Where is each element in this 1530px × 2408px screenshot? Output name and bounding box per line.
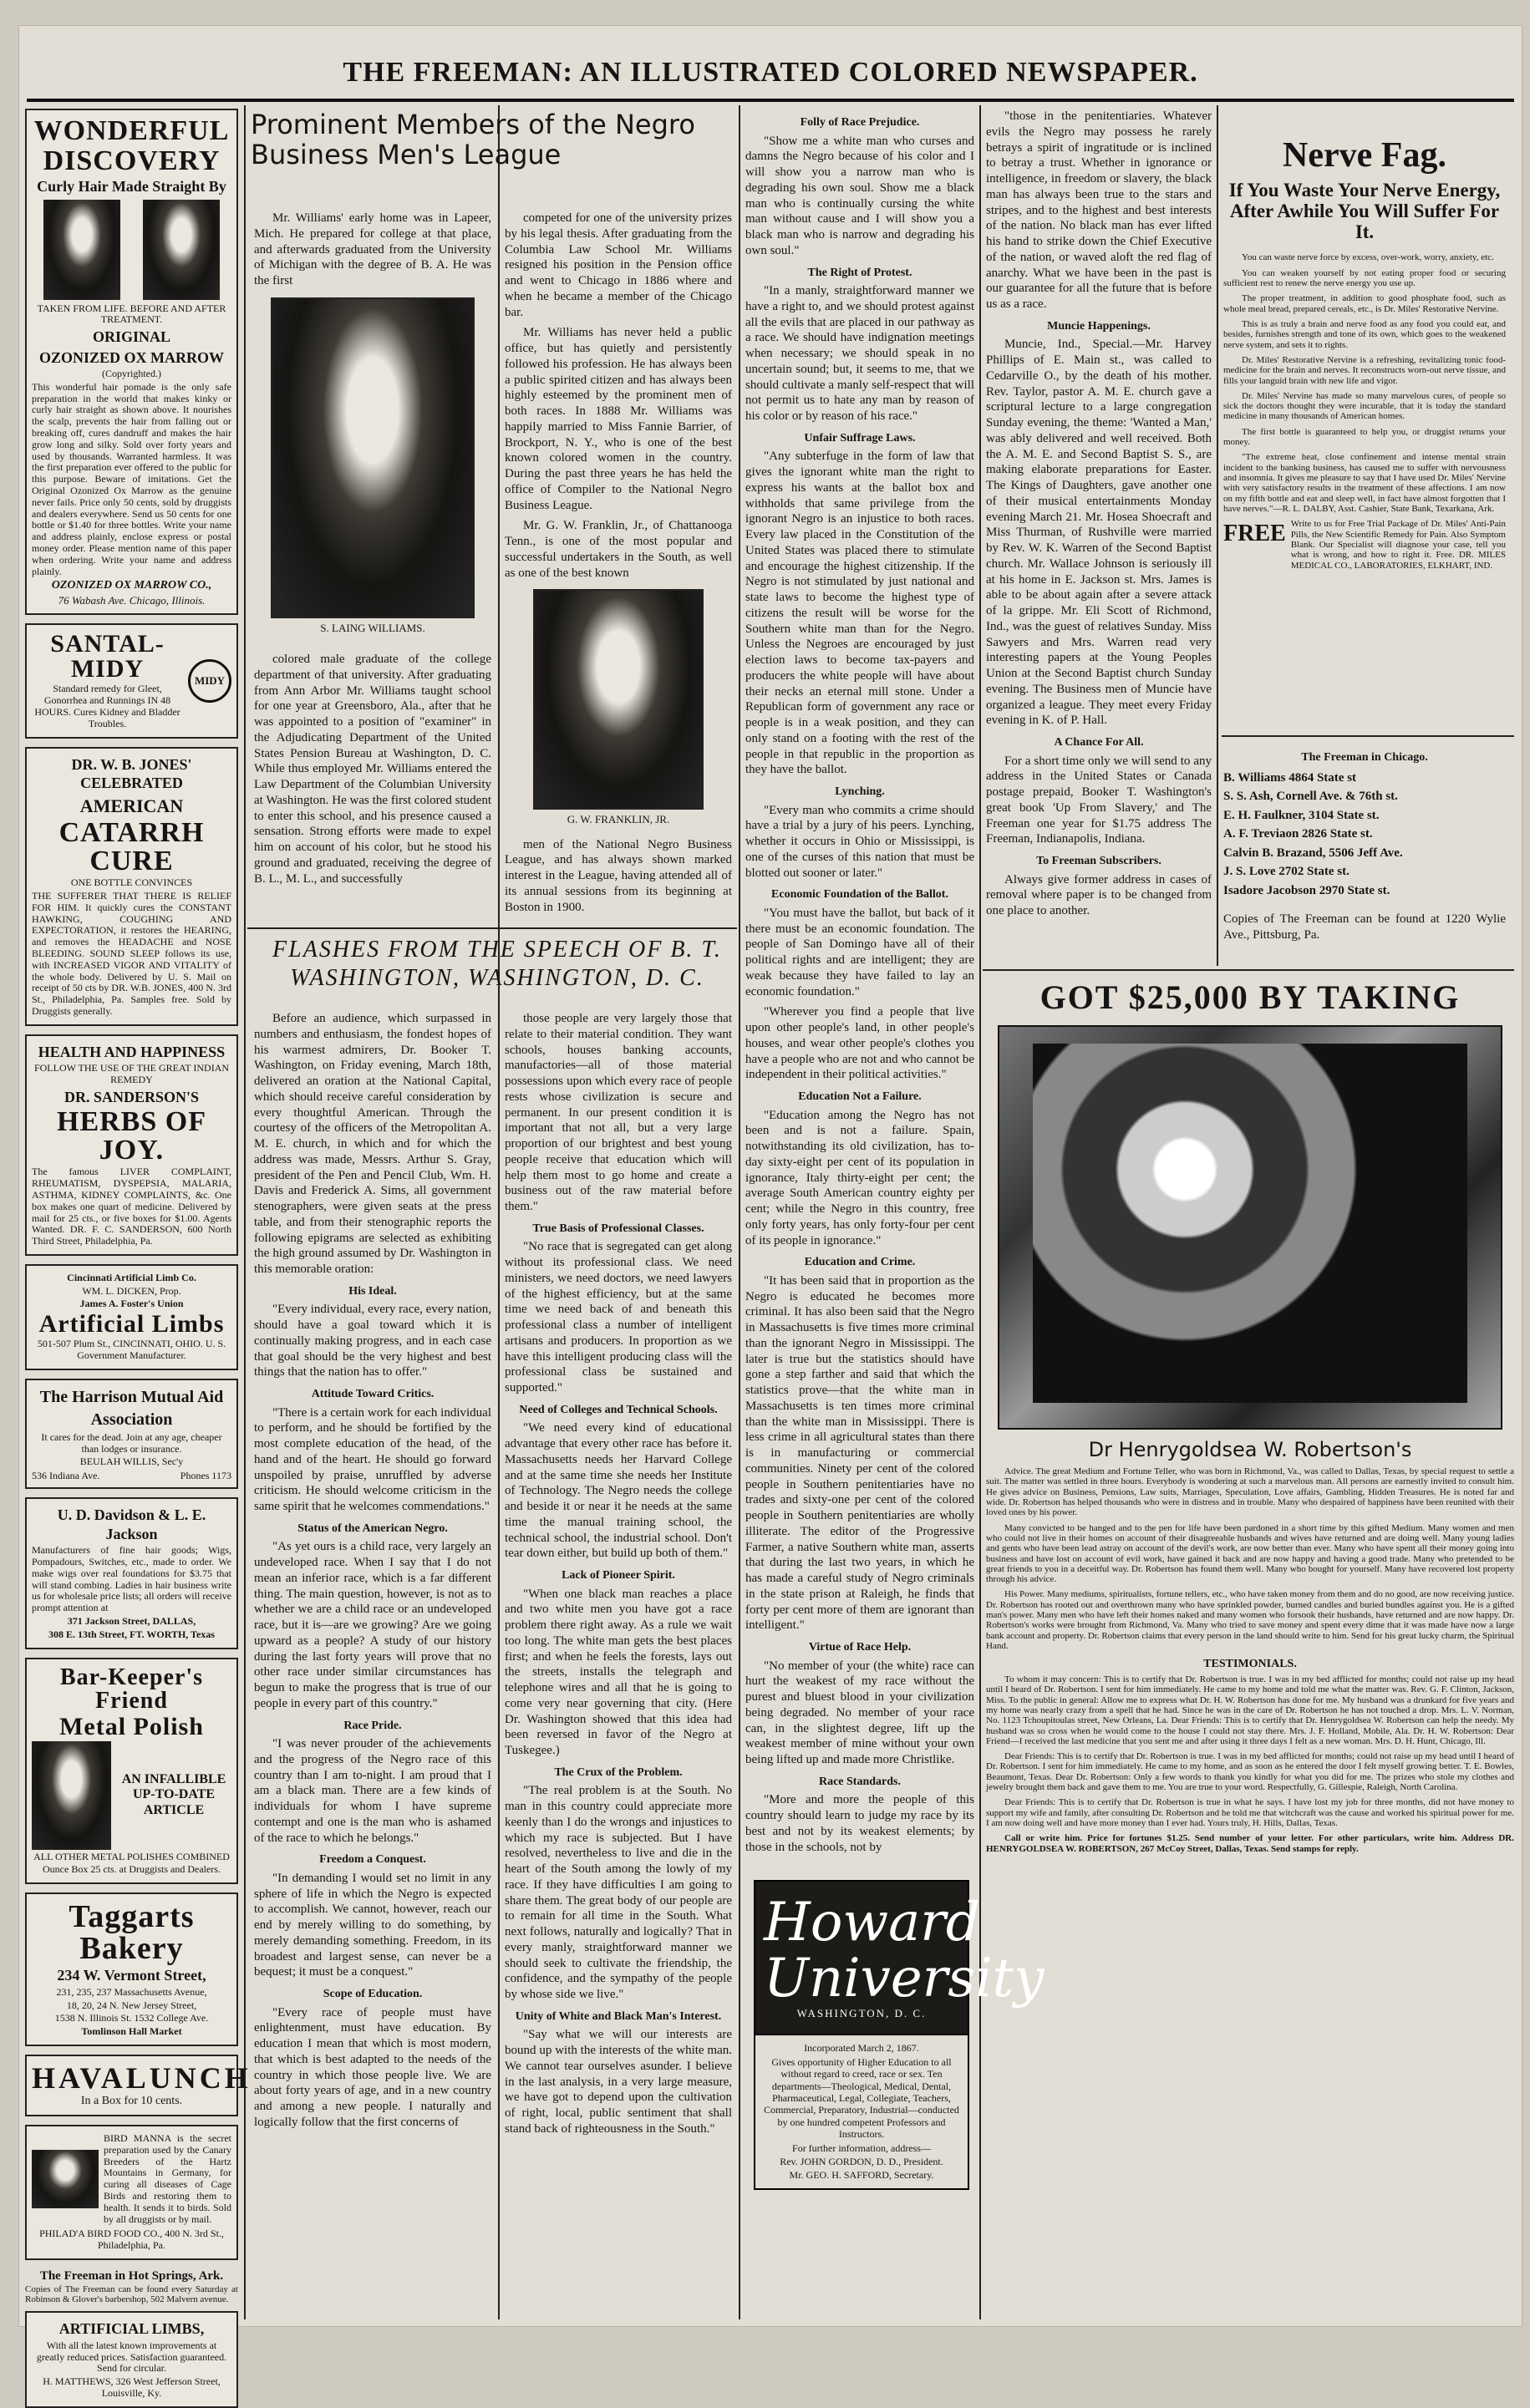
article-paragraph: "Wherever you find a people that live upon other people's land, in other people's houses, and wear other people's clothes you have a people who are not and who cannot be independent in their political activities."	[745, 1005, 974, 1082]
ad-title: DR. W. B. JONES' CELEBRATED	[71, 755, 192, 792]
notice-body: Copies of The Freeman can be found every Saturday at Robinson & Glover's barbershop, 502 Malvern avenue.	[25, 2284, 238, 2305]
ad-title: CATARRH CURE	[58, 817, 205, 877]
article-paragraph: men of the National Negro Business League, and has always shown marked interest in the League, having attended all of its annual sessions from its beginning at Boston in 1900.	[505, 837, 732, 914]
article-paragraph: "No race that is segregated can get along without its professional class. We need ministers, we need doctors, we need lawyers of the highest efficiency, but at the same time we need back of and beneath this professional class a number of intelligent artisans and producers. In proportion as we have this intelligent producing class will the professional class be sustained and supported."	[505, 1240, 732, 1395]
ad-address: 308 E. 13th Street, FT. WORTH, Texas	[48, 1628, 215, 1640]
ad-address: 371 Jackson Street, DALLAS,	[67, 1615, 196, 1628]
ad-subtitle: WM. L. DICKEN, Prop.	[82, 1284, 181, 1297]
speech-continued-column	[745, 109, 974, 1854]
article-paragraph: "Show me a white man who curses and damns the Negro because of his color and I will show you a narrow man who is degrading his own soul. Show me a black man who is continually cursing the white man without cause and I will show you a black man who is narrow and degrading his own soul."	[745, 134, 974, 257]
ad-body: With all the latest known improvements at greatly reduced prices. Satisfaction guaranteed. Send for circular.	[36, 2339, 227, 2375]
free-badge: FREE	[1223, 521, 1286, 547]
masthead: THE FREEMAN: AN ILLUSTRATED COLORED NEWSPAPER.	[343, 57, 1198, 88]
article-paragraph: Always give former address in cases of removal where paper is to be changed from one place to another.	[986, 872, 1212, 917]
column-rule	[1217, 105, 1218, 966]
section-heading: Unfair Suffrage Laws.	[804, 431, 916, 445]
harrison-mutual-ad	[25, 1379, 238, 1489]
freeman-chicago-list	[1223, 744, 1506, 953]
ad-paragraph: Write to us for Free Trial Package of Dr. Miles' Anti-Pain Pills, the New Scientific Remedy for Pain. Also Symptom Blank. Our Specialist will diagnose your case, tell you what is wrong, and how to right it. Free. DR. MILES MEDICAL CO., LABORATORIES, ELKHART, IND.	[1290, 519, 1506, 571]
ad-title: HEALTH AND HAPPINESS	[38, 1043, 226, 1060]
article-paragraph: "those in the penitentiaries. Whatever evils the Negro may possess he rarely betrays a spirit of ingratitude or is inclined to betray a trust. Whether in ignorance or intelligence, in freedom or slavery, the black man has always been true to the stars and stripes, and to the highest and best interests of the nation. No black man has ever lifted his hand to strike down the Chief Executive of the nation, or waved aloft the red flag of anarchy. What we have been in the past is our guarantee for all the future that is before us as a race.	[986, 109, 1212, 311]
ad-title: DR. SANDERSON'S	[64, 1088, 200, 1105]
agent-list	[1223, 769, 1506, 901]
notice-title: The Freeman in Hot Springs, Ark.	[39, 2268, 224, 2283]
article-paragraph: "We need every kind of educational advantage that every other race has before it. Massachusetts needs her Harvard College and at the same time she needs her Institute of Technology. The Negro needs the college and beside it or near it he needs at the same time the manual training school, the technical school, the industrial school. Don't tear down either, but build up both of them."	[505, 1421, 732, 1561]
section-heading: Lynching.	[835, 785, 885, 798]
agent-item: A. F. Treviaon 2826 State st.	[1223, 827, 1373, 841]
portrait-franklin	[533, 589, 704, 810]
ad-title: U. D. Davidson & L. E. Jackson	[57, 1506, 206, 1542]
article-paragraph: Mr. Williams has never held a public office, but has quietly and persistently followed his profession. He has always been a public spirited citizen and has always been highly esteemed by the prominent men of both races. In 1888 Mr. Williams was happily married to Miss Fannie Barrier, of Brockport, N. Y., who is one of the best known colored women in the country. During the past three years he has held the office of Compiler to the National Negro Business League.	[505, 326, 732, 512]
ad-testimonial: "The extreme heat, close confinement and intense mental strain incident to the banking business, has caused me to suffer with nervousness and insomnia. It gives me pleasure to say that I have used Dr. Miles' Nervine with very satisfactory results in the treatment of these affections. I am now on my fifth bottle and eat and sleep well, in fact have almost forgotten that I have nerves."—R. L. DALBY, Asst. Cashier, State Bank, Texarkana, Ark.	[1223, 452, 1507, 514]
agent-item: E. H. Faulkner, 3104 State st.	[1223, 808, 1380, 822]
ad-secretary: BEULAH WILLIS, Sec'y	[79, 1455, 184, 1468]
ad-address: Tomlinson Hall Market	[81, 2025, 182, 2038]
portrait-caption: S. LAING WILLIAMS.	[320, 621, 425, 634]
howard-body: Gives opportunity of Higher Education to all without regard to creed, race or sex. Ten departments—Theological, Medical, Dental, Pharmaceutical, Legal, Collegiate, Teachers, Commercial, Preparatory, Industrial—conducted by one hundred competent Professors and Instructors.	[764, 2055, 959, 2141]
section-heading: Lack of Pioneer Spirit.	[562, 1569, 675, 1582]
ad-body: It cares for the dead. Join at any age, cheaper than lodges or insurance.	[41, 1430, 222, 1455]
article-paragraph: "It has been said that in proportion as the Negro is educated he becomes more criminal. It has also been said that the Negro in Massachusetts is five times more criminal than the ignorant Negro in Mississippi. The later is true but the statistics should have gone a step farther and said that which the statistics prove—that the white man in Massachusetts is ten times more criminal than the white man in Mississippi. There is less crime in all agricultural states than there is in manufacturing or commercial communities. Ninety per cent of the colored people in Southern penitentiaries have no trades and sixty-one per cent of the colored people in Southern penitentiaries are wholly illiterate. The editor of the Progressive Farmer, a native Southern white man, asserts that during the last two years, in which he has made a careful study of Negro criminals in the state prison at Raleigh, he finds that forty per cent more of them are ignorant than intelligent."	[745, 1273, 974, 1633]
masthead-rule	[27, 99, 1514, 102]
ad-paragraph: Dear Friends: This is to certify that Dr. Robertson is true in what he says. I have lost my job for three months, did not have money to support my wife and family, after consulting Dr. Robertson and he told me that witchcraft was the cause and worked his spiritual power for me. I am now doing well and have more money than I ever had. Yours truly, H. Hills, Dallas, Texas.	[986, 1797, 1514, 1829]
ad-address: Call or write him. Price for fortunes $1.25. Send number of your letter. For other particulars, write him. Address DR. HENRYGOLDSEA W. ROBERTSON, 267 McCoy Street, Dallas, Texas. Send stamps for reply.	[986, 1833, 1514, 1854]
section-heading: Virtue of Race Help.	[808, 1641, 912, 1654]
section-heading: Unity of White and Black Man's Interest.	[515, 2009, 722, 2023]
ad-address: 1538 N. Illinois St. 1532 College Ave.	[54, 2012, 209, 2024]
ad-phone: Phones 1173	[180, 1470, 231, 1482]
midy-badge: MIDY	[188, 659, 231, 703]
robertson-ad	[986, 978, 1514, 1859]
ad-title: Bar-Keeper's Friend	[59, 1664, 204, 1714]
article-paragraph: "When one black man reaches a place and two white men you have got a race problem there right away. As a rule we wait too long. The white man gets the best places first; and when he feels the forests, lays out the streets, installs the telegraph and telephone wires and all that he is going to come very near governing that city. (Here Dr. Washington showed that this idea had been reversed in favor of the Negro at Tuskegee.)	[505, 1587, 732, 1757]
ad-paragraph: To whom it may concern: This is to certify that Dr. Robertson is true. I was in my bed afflicted for months; could not raise up my head until I heard of Dr. Robertson. I sent for him immediately. He came to my home and told me what the matter was. Rev. G. F. Clinton, Jackson, Miss. To the public in general: Allow me to express what Dr. H. W. Robertson has done for me. My husband was a drunkard for five years and my home was nearly crazy from a spell that he had. Since he was in the care of Dr. Robertson he has not touched a drop. Mrs. L. V. Norman, No. 1123 Tchoupitoulas street, New Orleans, La. Dear Friends: This is to certify that Dr. Henrygoldsea W. Robertson can help the needy. My husband was so cross when he would come to the house I could not stay there. Mrs. J. F. Holland, Mobile, Ala. Dr. H. W. Robertson: Dear Friend—I received the last medicine that you sent me and after using it three days I felt as a new woman. Mrs. D. H. Hunt, Chicago, Ill.	[986, 1674, 1514, 1746]
section-heading: Need of Colleges and Technical Schools.	[519, 1403, 718, 1416]
ad-slogan: AN INFALLIBLE UP-TO-DATE ARTICLE	[121, 1772, 226, 1817]
article-headline: Prominent Members of the Negro Business Men's League	[251, 109, 695, 170]
ad-body: In a Box for 10 cents.	[80, 2094, 183, 2107]
bird-manna-ad	[25, 2125, 238, 2260]
taggarts-bakery-ad	[25, 1892, 238, 2046]
article-paragraph: "The real problem is at the South. No man in this country could appreciate more keenly than I do the wrongs and injustices to which my race is subjected. But I have resolved, nevertheless to live and die in the heart of the South among the lowly of my race. If they have difficulties I am going to share them. The great body of our people are to remain for all time in the South. What next follows, naturally and logically? That in every manly, straightforward manner we should seek to cultivate the friendship, the confidence, and the sympathy of the people by whose side we live."	[505, 1784, 732, 2001]
ad-title: HERBS OF JOY.	[57, 1106, 206, 1166]
ad-subtitle: If You Waste Your Nerve Energy, After Awhile You Will Suffer For It.	[1228, 179, 1501, 243]
section-heading: True Basis of Professional Classes.	[532, 1222, 704, 1235]
howard-university-ad	[754, 1880, 1045, 2190]
section-heading: Education Not a Failure.	[798, 1090, 922, 1103]
ad-title: James A. Foster's Union	[79, 1298, 184, 1310]
speech-headline: FLASHES FROM THE SPEECH OF B. T. WASHINGTON, WASHINGTON, D. C.	[272, 937, 722, 991]
article-paragraph: "Every individual, every race, every nation, should have a goal toward which it is continually making progress, and in each case that goal should be the very highest and best things that the nation has to offer."	[254, 1303, 491, 1379]
ad-paragraph: Advice. The great Medium and Fortune Teller, who was born in Richmond, Va., was called to Dallas, Texas, by special request to settle a suit. The matter was settled in three hours. Everybody is wondering at such a marvelous man. All persons are earnestly invited to consult him. He gives advice on Business, Pensions, Law suits, Marriages, Speculation, Love affairs, Gambling, Hidden Treasures. He is noted far and wide. Dr. Robertson has helped thousands who were in distress and in trouble. Many who despaired of happiness have been reunited with their loved ones by his power.	[986, 1466, 1514, 1518]
ad-footnote: ALL OTHER METAL POLISHES COMBINED	[33, 1850, 230, 1862]
article-paragraph: "Education among the Negro has not been and is not a failure. Spain, notwithstanding its old civilization, has to-day sixty-eight per cent of its population in ignorance, Italy thirty-eight per cent; the average South American country eighty per cent; while the Negro in this country, free only forty years, has only forty-four per cent of its people in ignorance."	[745, 1108, 974, 1247]
section-heading: The Freeman in Chicago.	[1301, 751, 1428, 764]
howard-secretary: Mr. GEO. H. SAFFORD, Secretary.	[789, 2169, 934, 2182]
ad-body: Manufacturers of fine hair goods; Wigs, Pompadours, Switches, etc., made to order. We make wigs over real foundations for $3.75 that will stand combing. Ladies in hair business write us for wholesale price lists; all orders will receive prompt attention at	[32, 1544, 231, 1614]
howard-city: WASHINGTON, D. C.	[796, 2007, 927, 2020]
bird-icon	[32, 2150, 99, 2208]
section-heading: Status of the American Negro.	[297, 1522, 448, 1535]
portrait-caption: G. W. FRANKLIN, JR.	[567, 813, 670, 826]
before-after-portraits	[32, 200, 231, 300]
article-paragraph: those people are very largely those that relate to their material condition. They want schools, houses banking accounts, manufactories—all of those material possessions upon which every race of people rests whose civilization is secure and permanent. In our present condition it is important that not all, but a very large proportion of our brightest and best young people receive that education which will help them most to go home and create a business out of the raw material before them."	[505, 1012, 732, 1213]
ad-body: The famous LIVER COMPLAINT, RHEUMATISM, DYSPEPSIA, MALARIA, ASTHMA, KIDNEY COMPLAINTS, &c. One box makes one quart of medicine. Delivered by mail for 25 cts., or five boxes for $1.00. Agents Wanted. DR. F. C. SANDERSON, 600 North Third Street, Philadelphia, Pa.	[32, 1166, 231, 1247]
section-heading: The Right of Protest.	[807, 266, 912, 279]
polish-illustration	[32, 1741, 111, 1850]
section-heading: Muncie Happenings.	[1047, 319, 1151, 333]
ad-title: Dr Henrygoldsea W. Robertson's	[1088, 1438, 1412, 1461]
section-heading: Attitude Toward Critics.	[311, 1388, 435, 1400]
ad-title: WONDERFUL	[33, 115, 230, 146]
artificial-limbs-ad-2	[25, 2311, 238, 2407]
howard-title: Howard	[764, 1892, 980, 1953]
article-paragraph: "There is a certain work for each individual to perform, and he should be fortified by the most complete education of the head, of the hand and of the heart. He should go forward unspoiled by praise, unruffled by adverse criticism. He should welcome criticism in the same spirit that he welcomes commendations."	[254, 1405, 491, 1513]
after-portrait	[143, 200, 220, 300]
section-heading: Race Standards.	[818, 1775, 901, 1788]
agent-item: S. S. Ash, Cornell Ave. & 76th st.	[1223, 790, 1398, 803]
ad-title: Nerve Fag.	[1283, 136, 1446, 175]
section-rule	[247, 927, 737, 929]
section-heading: Economic Foundation of the Ballot.	[771, 888, 948, 902]
column-rule	[244, 105, 246, 2319]
speech-sections	[254, 1011, 491, 2131]
copyright-note: (Copyrighted.)	[102, 368, 161, 380]
ad-company: H. MATTHEWS, 326 West Jefferson Street, Louisville, Ky.	[43, 2375, 221, 2400]
section-heading: Education and Crime.	[804, 1256, 916, 1269]
article-headline-block	[251, 110, 735, 170]
portrait-williams	[271, 297, 475, 618]
hair-goods-ad	[25, 1497, 238, 1649]
article-paragraph: "You must have the ballot, but back of it there must be an economic foundation. The people of San Domingo have all of their political rights and are intelligent; they are weak because they have failed to lay an economic foundation."	[745, 906, 974, 998]
article2-column-2	[505, 1011, 732, 2314]
ad-body: This wonderful hair pomade is the only safe preparation in the world that makes kinky or curly hair straight as shown above. It nourishes the scalp, prevents the hair from falling out or breaking off, cures dandruff and makes the hair grow long and silky. Sold over forty years and used by thousands. Warranted harmless. It was the first preparation ever offered to the public for this purpose. Beware of imitations. Get the Original Ozonized Ox Marrow as the genuine never fails. Price only 50 cents, sold by druggists and dealers everywhere. Send us 50 cents for one bottle or $1.40 for three bottles. Write your name and address plainly, enclose express or postal money order. Please mention name of this paper when ordering. Write your name and address plainly.	[32, 380, 231, 577]
hot-springs-notice	[25, 2268, 238, 2304]
ad-paragraph: The first bottle is guaranteed to help you, or druggist returns your money.	[1223, 426, 1506, 448]
ad-address: 18, 20, 24 N. New Jersey Street,	[66, 1999, 197, 2011]
ad-paragraph: The proper treatment, in addition to good phosphate food, such as whole meal bread, prepared cereals, etc., is Dr. Miles' Restorative Nervine.	[1223, 293, 1506, 314]
ads-column	[25, 109, 252, 2400]
santal-midy-ad	[25, 623, 238, 738]
article-paragraph: "Every man who commits a crime should have a trial by a jury of his peers. Lynching, whether it occurs in Ohio or Mississippi, is one of the curses of this nation that must be blotted out sooner or later."	[745, 803, 974, 880]
howard-further: For further information, address—	[792, 2141, 931, 2154]
artificial-limbs-ad	[25, 1264, 238, 1370]
ad-address: 234 W. Vermont Street,	[57, 1967, 206, 1984]
howard-banner	[754, 1880, 1045, 2035]
robertson-illustration	[998, 1025, 1502, 1430]
before-portrait	[43, 200, 120, 300]
ad-body: THE SUFFERER THAT THERE IS RELIEF FOR HIM. It quickly cures the CONSTANT HAWKING, COUGHING AND EXPECTORATION, it restores the HEARING, and removes the HEADACHE and NOSE BLEEDING. SOUND SLEEP follows its use, with INCREASED VIGOR AND VITALITY of the whole body. Delivered by U. S. Mail on receipt of 50 cts by DR. W.B. JONES, 400 N. 3rd St., Philadelphia, Pa. Samples free. Sold by Druggists generally.	[32, 889, 231, 1017]
product-name: OZONIZED OX MARROW	[38, 348, 224, 366]
ox-marrow-ad	[25, 109, 238, 615]
ad-paragraph: You can waste nerve force by excess, over-work, worry, anxiety, etc.	[1242, 252, 1494, 263]
agent-item: B. Williams 4864 State st	[1223, 770, 1357, 785]
article-paragraph: competed for one of the university prizes by his legal thesis. After graduating from the Columbia Law School Mr. Williams resigned his position in the Pension office and went to Chicago in 1886 where and when he became a member of the Chicago bar.	[505, 211, 732, 319]
section-heading: To Freeman Subscribers.	[1036, 855, 1161, 867]
ad-title: Cincinnati Artificial Limb Co.	[67, 1271, 196, 1283]
article-paragraph: "More and more the people of this country should learn to judge my race by its best and not by its weakest elements; by those in the schools, not by	[745, 1793, 974, 1854]
herbs-of-joy-ad	[25, 1034, 238, 1256]
article-paragraph: "Say what we will our interests are bound up with the interests of the white man. We cannot tear ourselves asunder. I believe in the last analysis, in a very large measure, we have got to depend upon the cultivation of right, local, public sentiment that shall stand back of righteousness in the South."	[505, 2028, 732, 2136]
ad-subtitle: FOLLOW THE USE OF THE GREAT INDIAN REMEDY	[33, 1062, 230, 1086]
ad-body: Standard remedy for Gleet, Gonorrhea and Runnings IN 48 HOURS. Cures Kidney and Bladder Troubles.	[34, 683, 180, 729]
robertson-text	[986, 1466, 1514, 1854]
column-rule	[739, 105, 740, 2319]
speech-sections	[505, 1011, 732, 2137]
article-paragraph: "Any subterfuge in the form of law that gives the ignorant white man the right to express his wants at the ballot box and withholds that same privilege from the ignorant Negro is an injustice to both races. Every law placed in the Constitution of the United States was placed there to stimulate and encourage the highest citizenship. If the Negro is not stimulated by just national and state laws to become the highest type of citizens the result will be worse for the Southern white man than for the Negro. Unless the Negroes are encouraged by just election laws to become tax-payers and producers the white people will have about their necks an eternal mill stone. Under a Republican form of government any race or people is in a weak position, and they can only stand on a footing with the rest of the people in that republic in the proportion as they have the ballot.	[745, 450, 974, 777]
howard-details	[754, 2035, 969, 2189]
newspaper-page	[18, 25, 1522, 2400]
ad-company: OZONIZED OX MARROW CO.,	[51, 579, 212, 592]
local-news-column	[986, 109, 1212, 961]
article-paragraph: "As yet ours is a child race, very largely an undeveloped race. When I say that I do not mean an inferior race, which is a far different thing. The main question, however, is not as to whether we are a child race or an undeveloped race, but it is—are we growing? Are we going upward as a people? A study of our history during the last forty years will prove that no other race under similar circumstances has begun to make the progress that is true of our people in every part of this country."	[254, 1540, 491, 1710]
ad-title: Artificial Limbs	[38, 1310, 225, 1339]
ad-subtitle: ONE BOTTLE CONVINCES	[70, 876, 193, 889]
ad-paragraph: Many convicted to be hanged and to the pen for life have been pardoned in a short time by this gifted Medium. Many women and men who could not live in their homes on account of their disagreeable husbands and wives have returned and are doing well. Many young ladies and gents who have been lead astray on account of the devil's work, are now better than ever. Many who have spent all their money going into business and have lost on account of evil work, have gained it back and are now happy and having a good trade. Many who pretended to be great friends to you in a deceitful way. Dr. Robertson has found them well. Many who bought for yourself. Many have recovered lost property through his advice.	[986, 1522, 1514, 1585]
pittsburg-note: Copies of The Freeman can be found at 1220 Wylie Ave., Pittsburg, Pa.	[1223, 912, 1506, 942]
column-rule	[498, 105, 500, 2319]
ad-address: 536 Indiana Ave.	[32, 1470, 100, 1482]
ad-body: BIRD MANNA is the secret preparation used by the Canary Breeders of the Hartz Mountains in Germany, for curing all diseases of Cage Birds and restoring them to health. It sends it to birds. Sold by all druggists or by mail.	[104, 2132, 231, 2225]
agent-item: Isadore Jacobson 2970 State st.	[1223, 883, 1390, 897]
section-heading: TESTIMONIALS.	[1203, 1658, 1297, 1671]
howard-president: Rev. JOHN GORDON, D. D., President.	[780, 2155, 943, 2167]
ad-title: DISCOVERY	[43, 145, 221, 176]
article-paragraph: Before an audience, which surpassed in numbers and enthusiasm, the fondest hopes of his warmest admirers, Dr. Booker T. Washington, on Friday evening, March 18th, delivered an oration at the National Capital, which should receive careful consideration by every thoughtful American. Through the courtesy of the officers of the Metropolitan A. M. E. church, in which and for which the address was made, Messrs. Arthur S. Gray, president of the Pen and Pencil Club, Wm. H. Davis and Frederick A. Sims, all government stenographers, were given seats at the press table, and from their stenographic reports the following epigrams are selected as exhibiting the high ground assumed by Dr. Washington in this memorable oration:	[254, 1012, 491, 1276]
ad-address: 76 Wabash Ave. Chicago, Illinois.	[58, 593, 206, 607]
metal-polish-ad	[25, 1658, 238, 1885]
section-heading: Scope of Education.	[323, 1988, 423, 2000]
section-rule	[983, 969, 1514, 971]
ad-paragraph: Dr. Miles' Nervine has made so many marvelous cures, of people so sick the doctors thought they were incurable, that it is today the standard medicine in many thousands of American homes.	[1223, 390, 1506, 422]
ad-title: ARTIFICIAL LIMBS,	[58, 2320, 205, 2338]
ad-paragraph: His Power. Many mediums, spiritualists, fortune tellers, etc., who have taken money from them and do no good, are now receiving justice. Dr. Robertson has rooted out and overthrown many who have sprinkled powder, burned candles and buried bundles against you. He is a gifted man's power. Many men who have left their homes naked and many women who forsook their husbands, have returned and are now happy. Dr. Robertson's works were brought from Richmond, Va. Many who tried to save money and spent every dime that it was made have now a large bank account and property. Dr. Robertson claims that every person in the land should write to him. Send for his great lucky charm, the Spiritual Hand.	[986, 1589, 1514, 1651]
catarrh-cure-ad	[25, 747, 238, 1026]
article-paragraph: Mr. Williams' early home was in Lapeer, Mich. He prepared for college at that place, and afterwards graduated from the University of Michigan with the degree of B. A. He was the first	[254, 211, 491, 287]
ad-paragraph: You can weaken yourself by not eating proper food or securing sufficient rest to renew the nerve energy you use up.	[1223, 267, 1506, 289]
nerve-fag-ad	[1223, 134, 1506, 710]
ad-banner: GOT $25,000 BY TAKING	[1039, 978, 1461, 1016]
havalunch-ad	[25, 2055, 252, 2116]
section-heading: The Crux of the Problem.	[554, 1765, 683, 1779]
article-paragraph: "In a manly, straightforward manner we have a right to, and we should protest against all the evils that are placed in our pathway as a race. We should have indignation meetings when necessary; we should speak in no uncertain sound; but, it seems to me, that we should cultivate a manly self-respect that will not permit us to hate any man by reason of his color or by reason of his race."	[745, 284, 974, 423]
article-paragraph: "No member of your (the white) race can hurt the weakest of my race without the purest and bluest blood in your civilization being degraded. No member of your race can, in the slightest degree, lift up the weakest member of mine without your own being lifted up and made more Christlike.	[745, 1659, 974, 1766]
howard-incorporated: Incorporated March 2, 1867.	[804, 2042, 919, 2055]
howard-title: University	[764, 1948, 1045, 2010]
ad-title: Association	[90, 1410, 173, 1429]
ad-price: Ounce Box 25 cts. at Druggists and Dealers.	[43, 1863, 221, 1876]
ad-title: Taggarts Bakery	[69, 1899, 195, 1967]
agent-item: J. S. Love 2702 State st.	[1223, 865, 1350, 878]
ad-address: 231, 235, 237 Massachusetts Avenue,	[56, 1985, 207, 1998]
ad-paragraph: Dear Friends: This is to certify that Dr. Robertson is true. I was in my bed afflicted for months; could not raise up my head until I heard of Dr. Robertson. I sent for him immediately. He came to my home, and as soon as he entered the door I felt myself growing better. T. E. Bowles, Beaumont, Texas. Dear Dr. Robertson: Only a few words to thank you kindly for what you did for me. The prizes who stole my clothes and jewelry brought them back and gave them to me. You are true to your word. Respectfully, G. Gillespie, Raleigh, North Carolina.	[986, 1751, 1514, 1793]
ad-paragraph: This is as truly a brain and nerve food as any food you could eat, and besides, furnishes strength and tone of its own, which goes to the weakened nerve system, and sets it to rights.	[1223, 318, 1506, 350]
article2-column-1	[254, 1011, 491, 2314]
article1-column-1	[254, 211, 491, 1063]
ad-title: AMERICAN	[79, 795, 184, 816]
ad-body: 501-507 Plum St., CINCINNATI, OHIO. U. S. Government Manufacturer.	[37, 1338, 226, 1362]
section-heading: Race Pride.	[343, 1719, 402, 1732]
article-paragraph: "Every race of people must have enlightenment, must have education. By education I mean that which is most modern, that which is best adapted to the needs of the country in which those people live. We are about forty years of age, and in a new country and among a new people. I naturally and logically follow that the first concerns of	[254, 2005, 491, 2129]
article1-column-2	[505, 211, 732, 1063]
ad-title: The Harrison Mutual Aid	[39, 1387, 224, 1406]
section-heading: Folly of Race Prejudice.	[800, 116, 920, 129]
article-paragraph: Muncie, Ind., Special.—Mr. Harvey Phillips of E. Main st., was called to Cedarville O., by the death of his mother. Rev. Taylor, pastor A. M. E. church gave a scriptural lecture to a large congregation Sunday evening, the theme: 'Wanted a Man,' was ably delivered and well received. Both the A. M. E. and Second Baptist S. S., are making elaborate preparations for Easter. The Kings of Daughters, gave another one of their musical entertainments Monday evening March 21. Mr. Hosea Shoecraft and Miss Thurman, of Rushville were married by Rev. W. K. Warren of the Second Baptist church. Mr. Wallace Johnson is seriously ill at his home in E. Jackson st. Mrs. James is able to be about again after a severe attack of la grippe. Mr. Eli Scott of Richmond, Ind., was the guest of relatives Sunday. Miss Sawyers and Mrs. Warren read very interesting papers at the Young Peoples Union at the Second Baptist church Sunday evening. The Business men of Muncie have organized a league. They meet every Friday evening in K. of P. Hall.	[986, 338, 1212, 728]
article-paragraph: "In demanding I would set no limit in any sphere of life in which the Negro is expected to accomplish. We cannot, however, reach our end by merely willing to do something, by merely demanding something. Freedom, in its broadest and largest sense, can never be a bequest; it must be a conquest."	[254, 1871, 491, 1979]
speech-sections	[745, 115, 974, 1855]
product-name: ORIGINAL	[92, 328, 170, 346]
section-heading: His Ideal.	[348, 1284, 397, 1298]
section-rule	[1222, 735, 1514, 737]
ad-title: SANTAL-MIDY	[50, 630, 165, 683]
section-heading: Freedom a Conquest.	[319, 1853, 426, 1867]
article-paragraph: colored male graduate of the college department of that university. After graduating from Ann Arbor Mr. Williams taught school for one year at Greensboro, Ala., after that he was appointed to a position of "examiner" in the Adjudicating Department of the United States Pension Bureau at Washington, D. C. While thus employed Mr. Williams entered the Law Department of the Columbian University at Washington. He was the first colored student to enter this school, and his presence caused a sensation. Strong efforts were made to expel him on account of his color, but he stood his ground and graduated, receiving the degree of B. L., M. L., and successfully	[254, 653, 491, 886]
ad-title: HAVALUNCH	[32, 2060, 252, 2095]
section-heading: A Chance For All.	[1054, 736, 1144, 749]
ad-company: PHILAD'A BIRD FOOD CO., 400 N. 3rd St., Philadelphia, Pa.	[39, 2228, 224, 2252]
agent-item: Calvin B. Brazand, 5506 Jeff Ave.	[1223, 846, 1403, 860]
ad-caption: TAKEN FROM LIFE. BEFORE AND AFTER TREATMENT.	[37, 302, 226, 326]
article-paragraph: "I was never prouder of the achievements and the progress of the Negro race of this country than I am to-night. I am proud that I am a black man. There are a few kinds of individuals for whom I have supreme contempt and one is the man who is ashamed of the race to which he belongs."	[254, 1737, 491, 1845]
ad-paragraph: Dr. Miles' Restorative Nervine is a refreshing, revitalizing tonic food-medicine for the brain and nerves. It reconstructs worn-out nerve tissue, and fills your languid brain with new life and vigor.	[1223, 354, 1506, 386]
ad-subtitle: Curly Hair Made Straight By	[37, 178, 226, 195]
ad-title: Metal Polish	[59, 1712, 204, 1740]
article-paragraph: Mr. G. W. Franklin, Jr., of Chattanooga Tenn., is one of the most popular and successful undertakers in the South, as well as one of the best known	[505, 519, 732, 580]
article-paragraph: For a short time only we will send to any address in the United States or Canada postage prepaid, Booker T. Washington's great book 'Up From Slavery,' and The Freeman one year for $1.75 address The Freeman, Indianapolis, Indiana.	[986, 754, 1212, 846]
